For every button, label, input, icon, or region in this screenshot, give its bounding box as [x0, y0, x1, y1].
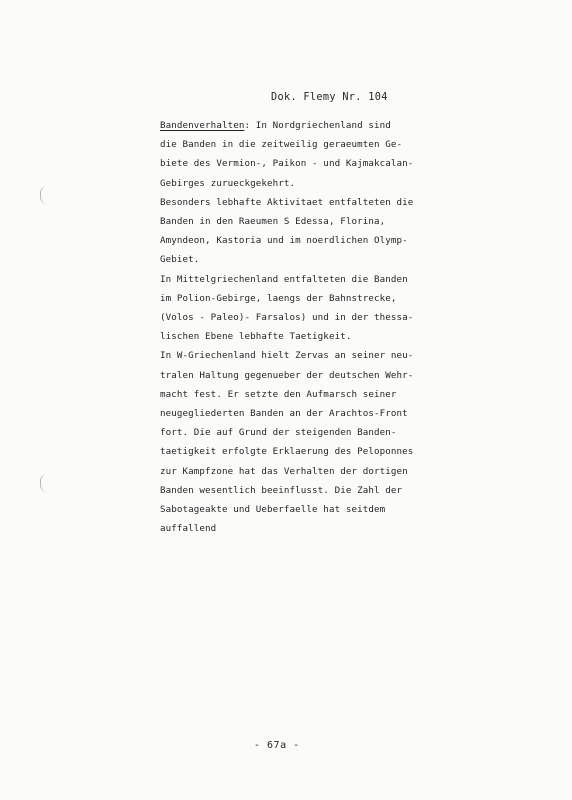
- punch-hole-mark: [40, 474, 47, 492]
- body-line: biete des Vermion-, Paikon - und Kajmakcalan-: [160, 158, 414, 170]
- body-line: In W-Griechenland hielt Zervas an seiner neu-: [160, 350, 414, 362]
- body-line: Amyndeon, Kastoria und im noerdlichen Olymp-: [160, 235, 408, 247]
- punch-hole-mark: [40, 186, 47, 204]
- body-line: zur Kampfzone hat das Verhalten der dortigen: [160, 465, 408, 477]
- first-line-text: : In Nordgriechenland sind: [244, 120, 391, 131]
- body-line: im Polion-Gebirge, laengs der Bahnstrecke,: [160, 292, 397, 304]
- body-line: Banden in den Raeumen S Edessa, Florina,: [160, 216, 386, 228]
- body-line: macht fest. Er setzte den Aufmarsch seiner: [160, 388, 397, 400]
- body-line: tralen Haltung gegenueber der deutschen Wehr-: [160, 369, 414, 381]
- document-body: [160, 116, 450, 538]
- body-line: taetigkeit erfolgte Erklaerung des Peloponnes: [160, 446, 414, 458]
- section-heading: Bandenverhalten: [160, 120, 245, 131]
- body-line: die Banden in die zeitweilig geraeumten Ge-: [160, 139, 403, 151]
- body-line: (Volos - Paleo)- Farsalos) und in der thessa-: [160, 312, 414, 324]
- body-line: In Mittelgriechenland entfalteten die Banden: [160, 273, 408, 285]
- document-header: Dok. Flemy Nr. 104: [271, 92, 388, 103]
- page-number: - 67a -: [254, 740, 300, 751]
- body-line: auffallend: [160, 523, 217, 535]
- body-line: fort. Die auf Grund der steigenden Banden-: [160, 427, 397, 439]
- body-line-first: [160, 116, 450, 135]
- body-line: neugegliederten Banden an der Arachtos-Front: [160, 408, 408, 420]
- body-line: Banden wesentlich beeinflusst. Die Zahl der: [160, 484, 403, 496]
- body-line: Gebiet.: [160, 254, 200, 266]
- body-line: Sabotageakte und Ueberfaelle hat seitdem: [160, 504, 386, 516]
- body-line: Gebirges zurueckgekehrt.: [160, 177, 296, 189]
- body-line: Besonders lebhafte Aktivitaet entfalteten die: [160, 196, 414, 208]
- body-line: lischen Ebene lebhafte Taetigkeit.: [160, 331, 352, 343]
